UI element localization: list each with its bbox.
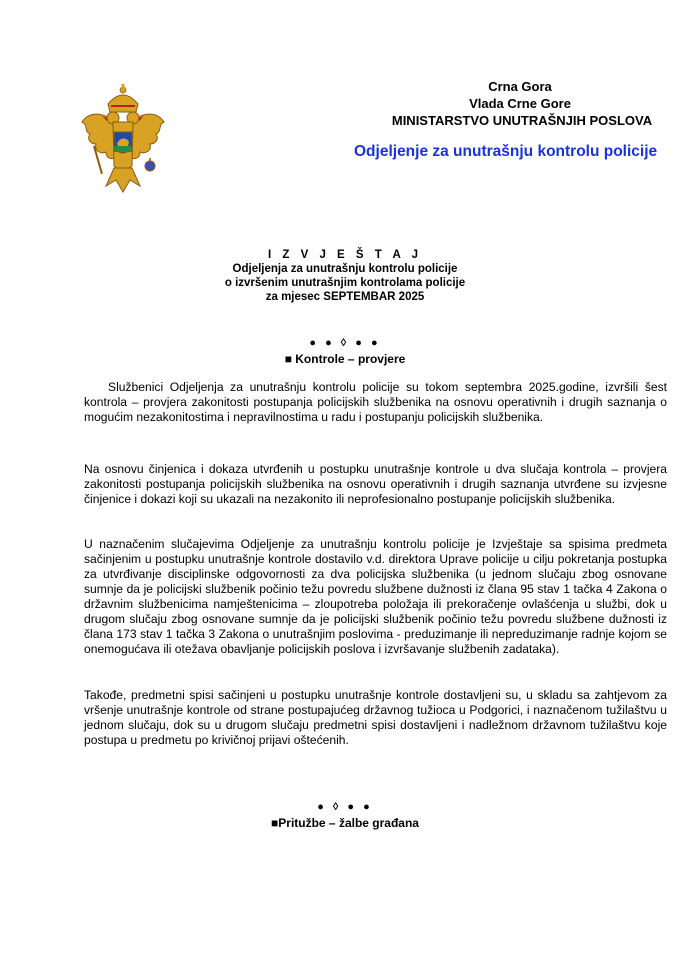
paragraph-2: Na osnovu činjenica i dokaza utvrđenih u postupku unutrašnje kontrole u dva slučaja kontrola – provjera zakonitosti postupanja policijskih službenika na osnovu operativnih i drugih saznanja utvrđene su izvjesne činjenice i dokazi koji su ukazali na nezakonito ili neprofesionalno postupanje policijskih službenika. — [84, 462, 667, 506]
report-heading: I Z V J E Š T A J — [267, 249, 423, 261]
report-subtitle-2: o izvršenim unutrašnjim kontrolama policije — [224, 277, 466, 289]
paragraph-3: U naznačenim slučajevima Odjeljenje za unutrašnju kontrolu policije je Izvještaje sa spisima predmeta sačinjenim u postupku unutrašnje kontrole dostavilo v.d. direktora Uprave policije u cilju pokretanja postupka za utvrđivanje disciplinske odgovornosti za dva policijska službenika (u jednom slučaju zbog osnovane sumnje da je policijski službenik počinio težu povredu službene dužnosti iz člana 95 stav 1 tačka 4 Zakona o državnim službenicima namještenicima – zloupotreba položaja ili prekoračenje ovlašćenja u službi, dok u drugom slučaju zbog osnovane sumnje da je policijski službenik počinio težu povredu službene dužnosti iz člana 173 stav 1 tačka 3 Zakona o unutrašnjim poslovima - preduzimanje ili nepreduzimanje radnje kojom se onemogućava ili otežava obavljanje policijskih poslova i izvršavanje službenih zadataka). — [84, 537, 667, 656]
paragraph-4: Takođe, predmetni spisi sačinjeni u postupku unutrašnje kontrole dostavljeni su, u skladu sa zahtjevom za vršenje unutrašnje kontrole od strane postupajućeg državnog tužioca u Podgorici, i naznačenom tužilaštvu u jednom slučaju, dok su u drugom slučaju predmetni spisi dostavljeni i nadležnom državnom tužilaštvu koje postupa u predmetu po krivičnoj prijavi oštećenih. — [84, 688, 667, 747]
paragraph-1: Službenici Odjeljenja za unutrašnju kontrolu policije su tokom septembra 2025.godine, izvršili šest kontrola – provjera zakonitosti postupanja policijskih službenika na osnovu operativnih i drugih saznanja o mogućim nezakonitostima i nepravilnostima u radu i postupanju policijskih službenika. — [84, 380, 667, 424]
section-heading-complaints: ■Pritužbe – žalbe građana — [271, 816, 419, 830]
report-title — [180, 248, 510, 304]
report-subtitle-1: Odjeljenja za unutrašnju kontrolu policije — [232, 263, 458, 275]
separator-1: ● ● ◊ ● ● — [309, 337, 381, 349]
government-name: Vlada Crne Gore — [469, 96, 571, 111]
section-heading-controls: ■ Kontrole – provjere — [284, 352, 406, 366]
ministry-name: MINISTARSTVO UNUTRAŠNJIH POSLOVA — [391, 113, 653, 128]
department-name: Odjeljenje za unutrašnju kontrolu policije — [354, 143, 658, 160]
report-period: za mjesec SEPTEMBAR 2025 — [265, 291, 425, 303]
country-name: Crna Gora — [488, 79, 552, 94]
separator-2: ● ◊ ● ● — [317, 801, 373, 813]
coat-of-arms-icon — [80, 82, 166, 200]
